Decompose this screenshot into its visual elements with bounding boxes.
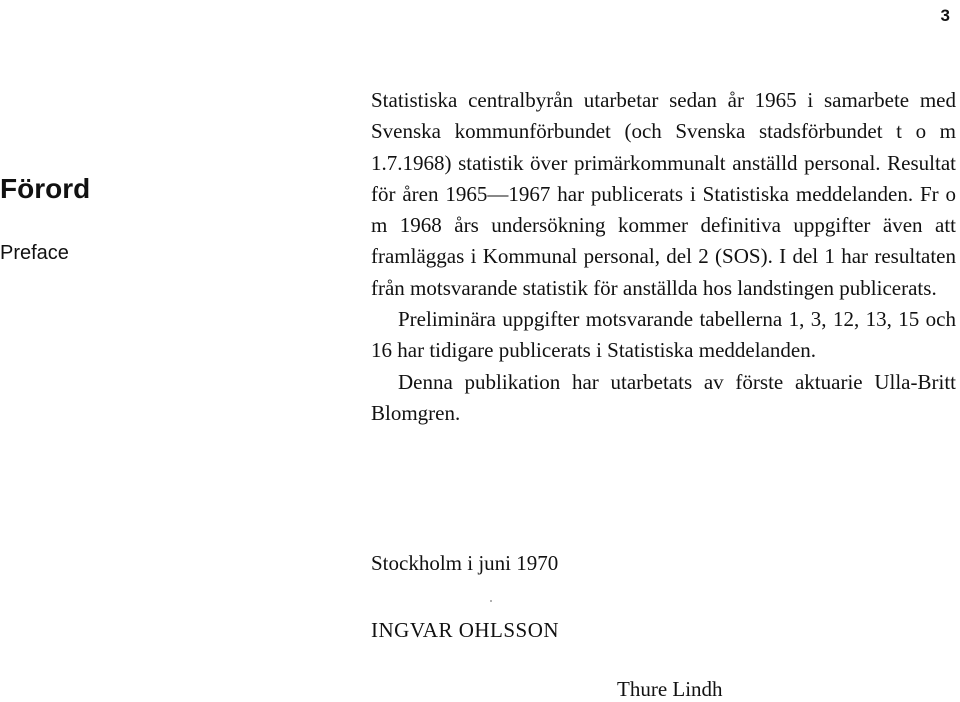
signer-name: Thure Lindh xyxy=(617,677,723,701)
paragraph: Statistiska centralbyrån utarbetar sedan år 1965 i samarbete med Svenska kommunförbundet (och Svenska stadsförbundet t o m 1.7.1968) statistik över primärkommunalt anställd personal. Resultat för åren 1965—1967 har publicerats i Statistiska meddelanden. Fr o m 1968 års undersökning kommer definitiva uppgifter även att framläggas i Kommunal personal, del 2 (SOS). I del 1 har resultaten från motsvarande statistik för anställda hos landstingen publicerats. xyxy=(371,88,956,300)
paragraph: Denna publikation har utarbetats av förste aktuarie Ulla-Britt Blomgren. xyxy=(371,369,956,425)
section-subtitle: Preface xyxy=(0,242,69,264)
page-number: 3 xyxy=(940,6,950,25)
section-title: Förord xyxy=(0,173,91,204)
preface-body xyxy=(371,85,956,429)
paragraph: Preliminära uppgifter motsvarande tabellerna 1, 3, 12, 13, 15 och 16 har tidigare publicerats i Statistiska meddelanden. xyxy=(371,307,956,363)
scan-speck xyxy=(490,600,492,602)
place-date: Stockholm i juni 1970 xyxy=(371,551,559,575)
signer-name: INGVAR OHLSSON xyxy=(371,618,560,642)
